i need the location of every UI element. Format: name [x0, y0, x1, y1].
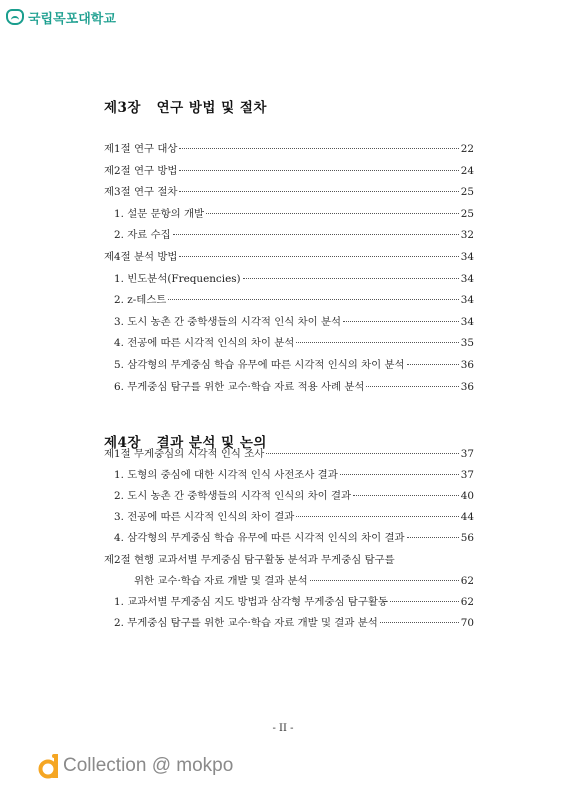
toc-page-number: 35	[460, 337, 474, 350]
toc-section-row[interactable]	[104, 162, 474, 178]
toc-entry-title: 2. z-테스트	[114, 294, 167, 307]
dot-leader	[296, 516, 458, 517]
toc-entry-title: 제2절 연구 방법	[104, 164, 178, 177]
toc-subsection-row[interactable]	[114, 270, 474, 286]
toc-page-number: 24	[460, 164, 474, 177]
dot-leader	[296, 342, 458, 343]
toc-subsection-row[interactable]	[114, 334, 474, 350]
toc-subsection-row[interactable]	[114, 593, 474, 609]
dot-leader	[343, 321, 459, 322]
toc-section-row[interactable]	[104, 183, 474, 199]
toc-page-number: 37	[460, 448, 474, 460]
dot-leader	[243, 278, 459, 279]
toc-page-number: 70	[460, 616, 474, 629]
dot-leader	[179, 148, 458, 149]
toc-page-number: 34	[460, 272, 474, 285]
toc-entry-title: 위한 교수·학습 자료 개발 및 결과 분석	[134, 574, 308, 587]
toc-page-number: 37	[460, 469, 474, 482]
dot-leader	[380, 622, 459, 623]
toc-entry-title: 제3절 연구 절차	[104, 186, 178, 199]
toc-section-title: 제2절 현행 교과서별 무게중심 탐구활동 분석과 무게중심 탐구를	[104, 553, 395, 566]
university-emblem-icon	[6, 9, 24, 25]
toc-page-number: 22	[460, 143, 474, 155]
toc-entry-title: 1. 도형의 중심에 대한 시각적 인식 사전조사 결과	[114, 469, 338, 482]
toc-page-number: 25	[460, 186, 474, 199]
toc-entry-title: 2. 도시 농촌 간 중학생들의 시각적 인식의 차이 결과	[114, 490, 352, 503]
toc-subsection-row[interactable]	[114, 508, 474, 524]
dot-leader	[179, 191, 458, 192]
toc-page-number: 25	[460, 207, 474, 220]
dot-leader	[173, 234, 459, 235]
toc-subsection-row[interactable]	[114, 291, 474, 307]
page-number: - II -	[272, 723, 294, 734]
dot-leader	[340, 474, 459, 475]
toc-subsection-row[interactable]	[134, 572, 474, 588]
dot-leader	[168, 299, 458, 300]
toc-section-row[interactable]	[104, 140, 474, 156]
toc-entry-title: 제1절 연구 대상	[104, 143, 178, 155]
toc-entry-title: 3. 전공에 따른 시각적 인식의 차이 결과	[114, 511, 295, 524]
toc-entry-title: 5. 삼각형의 무게중심 학습 유무에 따른 시각적 인식의 차이 분석	[114, 359, 405, 371]
dcollection-logo	[38, 752, 233, 780]
toc-section-row[interactable]	[104, 445, 474, 461]
toc-page-number: 36	[460, 359, 474, 371]
toc-entry-title: 1. 교과서별 무게중심 지도 방법과 삼각형 무게중심 탐구활동	[114, 595, 388, 608]
dot-leader	[353, 495, 459, 496]
dot-leader	[179, 256, 458, 257]
dcollection-d-icon	[38, 753, 62, 779]
toc-page-number: 32	[460, 229, 474, 242]
toc-entry-title: 6. 무게중심 탐구를 위한 교수·학습 자료 적용 사례 분석	[114, 380, 365, 393]
toc-page-number: 44	[460, 511, 474, 524]
dot-leader	[266, 453, 458, 454]
toc-entry-title: 4. 삼각형의 무게중심 학습 유무에 따른 시각적 인식의 차이 결과	[114, 532, 405, 545]
chapter-heading: 제4장 결과 분석 및 논의	[104, 435, 267, 451]
dot-leader	[407, 364, 459, 365]
toc-subsection-row[interactable]	[114, 356, 474, 372]
toc-entry-title: 제1절 무게중심의 시각적 인식 조사	[104, 448, 265, 460]
dot-leader	[390, 601, 459, 602]
toc-subsection-row[interactable]	[114, 378, 474, 394]
toc-page-number: 56	[460, 532, 474, 545]
toc-page-number: 34	[460, 251, 474, 263]
toc-page-number: 40	[460, 490, 474, 503]
university-logo	[6, 7, 116, 27]
toc-section-row[interactable]	[104, 248, 474, 264]
toc-page-number: 62	[460, 574, 474, 587]
toc-subsection-row[interactable]	[114, 466, 474, 482]
dot-leader	[366, 386, 458, 387]
dot-leader	[407, 537, 459, 538]
toc-page-number: 34	[460, 315, 474, 328]
dcollection-brand-text: Collection @ mokpo	[63, 755, 234, 776]
toc-entry-title: 1. 설문 문항의 개발	[114, 207, 205, 220]
toc-subsection-row[interactable]	[114, 487, 474, 503]
toc-entry-title: 3. 도시 농촌 간 중학생들의 시각적 인식 차이 분석	[114, 315, 342, 328]
toc-subsection-row[interactable]	[114, 313, 474, 329]
dot-leader	[206, 213, 459, 214]
toc-entry-title: 2. 자료 수집	[114, 229, 171, 242]
toc-entry-title: 제4절 분석 방법	[104, 251, 178, 263]
dot-leader	[179, 170, 458, 171]
toc-subsection-row[interactable]	[114, 226, 474, 242]
toc-subsection-row[interactable]	[114, 529, 474, 545]
toc-entry-title: 1. 빈도분석(Frequencies)	[114, 272, 241, 285]
toc-page-number: 36	[460, 380, 474, 393]
toc-subsection-row[interactable]	[114, 614, 474, 630]
toc-subsection-row[interactable]	[114, 205, 474, 221]
chapter-heading: 제3장 연구 방법 및 절차	[104, 100, 267, 116]
toc-page-number: 62	[460, 595, 474, 608]
university-name: 국립목포대학교	[28, 11, 116, 27]
toc-entry-title: 2. 무게중심 탐구를 위한 교수·학습 자료 개발 및 결과 분석	[114, 616, 378, 629]
toc-page-number: 34	[460, 294, 474, 307]
dot-leader	[310, 580, 459, 581]
toc-entry-title: 4. 전공에 따른 시각적 인식의 차이 분석	[114, 337, 295, 350]
